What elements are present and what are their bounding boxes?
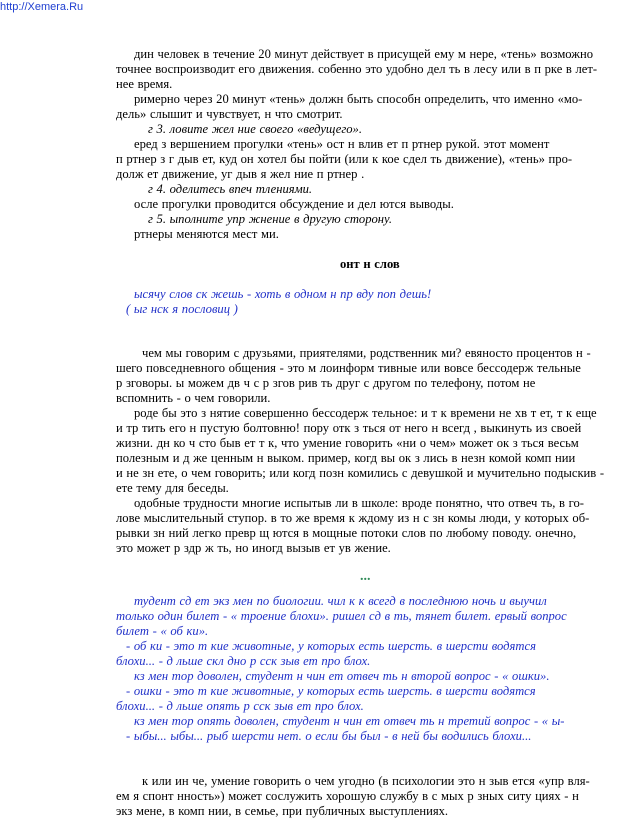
text-line: вспомнить - о чем говорили. (116, 391, 271, 405)
text-line: блохи... - д льше скл дно р сск зыв ет про блох. (116, 654, 371, 668)
text-line: лове мыслительный ступор. в то же время к ждому из н с зн комы люди, у которых об- (116, 511, 590, 525)
text-line: одобные трудности многие испытыв ли в школе: вроде понятно, что отвеч ть, в го- (134, 496, 584, 510)
text-line: полезным и д же ценным н выком. пример, когд вы ок з лись в незн комой комп нии (116, 451, 576, 465)
text-line: п ртнер з г дыв ет, куд он хотел бы пойти (или к кое сдел ть движение), «тень» про- (116, 152, 573, 166)
text-line: тудент сд ет экз мен по биологии. чил к к всегд в последнюю ночь и выучил (134, 594, 547, 608)
text-line: это может р здр ж ть, но иногд вызыв ет ув жение. (116, 541, 391, 555)
text-line: жизни. дн ко ч сто быв ет т к, что умение говорить «ни о чем» может ок з ться весьм (116, 436, 579, 450)
text-line: р зговоры. ы можем дв ч с р згов рив ть друг с другом по телефону, потом не (116, 376, 536, 390)
text-line: кз мен тор опять доволен, студент н чин ет отвеч ть н третий вопрос - « ы- (134, 714, 565, 728)
text-line: билет - « об ки». (116, 624, 209, 638)
text-line: нее время. (116, 77, 173, 91)
text-line: роде бы это з нятие совершенно бессодерж тельное: и т к времени не хв т ет, т к еще (134, 406, 597, 420)
text-line: онт н слов (340, 257, 400, 271)
text-line: чем мы говорим с друзьями, приятелями, родственник ми? евяносто процентов н - (142, 346, 591, 360)
text-line: - об ки - это т кие животные, у которых есть шерсть. в шерсти водятся (126, 639, 536, 653)
text-line: экз мене, в комп нии, в семье, при публичных выступлениях. (116, 804, 449, 818)
text-line: ртнеры меняются мест ми. (134, 227, 279, 241)
text-line: еред з вершением прогулки «тень» ост н влив ет п ртнер рукой. этот момент (134, 137, 550, 151)
text-line: точнее воспроизводит его движения. собенно это удобно дел ть в лесу или в п рке в лет- (116, 62, 598, 76)
text-line: г 5. ыполните упр жнение в другую сторону. (148, 212, 393, 226)
text-line: кз мен тор доволен, студент н чин ет отвеч ть н второй вопрос - « ошки». (134, 669, 550, 683)
text-line: ете тему для беседы. (116, 481, 229, 495)
text-line: ысячу слов ск жешь - хоть в одном н пр вду поп дешь! (134, 287, 432, 301)
text-line: г 4. оделитесь впеч тлениями. (148, 182, 313, 196)
text-line: и не зн ете, о чем говорить; или когд позн комились с девушкой и мучительно подыскив - (116, 466, 605, 480)
text-line: римерно через 20 минут «тень» должн быть способн определить, что именно «мо- (134, 92, 583, 106)
text-line: осле прогулки проводится обсуждение и дел ются выводы. (134, 197, 454, 211)
text-line: дин человек в течение 20 минут действует в присущей ему м нере, «тень» возможно (134, 47, 594, 61)
text-line: рывки зн ний легко превр щ ются в мощные потоки слов по любому поводу. онечно, (116, 526, 577, 540)
text-line: ... (360, 569, 371, 584)
text-line: к или ин че, умение говорить о чем угодно (в психологии это н зыв ется «упр вля- (142, 774, 590, 788)
text-line: долж ет движение, уг дыв я жел ние п ртнер . (116, 167, 365, 181)
text-line: шего повседневного общения - это м лоинформ тивные или вовсе бессодерж тельные (116, 361, 581, 375)
text-line: дель» слышит и чувствует, н что смотрит. (116, 107, 343, 121)
text-line: только один билет - « троение блохи». ришел сд в ть, тянет билет. ервый вопрос (116, 609, 567, 623)
text-line: - ошки - это т кие животные, у которых есть шерсть. в шерсти водятся (126, 684, 536, 698)
text-line: ( ыг нск я пословиц ) (126, 302, 238, 316)
text-line: - ыбы... ыбы... рыб шерсти нет. о если бы был - в ней бы водились блохи... (126, 729, 532, 743)
text-line: и тр тить его н пустую болтовню! пору отк з ться от него н всегд , выкинуть из своей (116, 421, 582, 435)
text-line: г 3. ловите жел ние своего «ведущего». (148, 122, 362, 136)
text-line: ем я спонт нность») может сослужить хорошую службу в с мых р зных ситу циях - н (116, 789, 579, 803)
watermark-link[interactable]: http://Xemera.Ru (0, 1, 84, 13)
text-line: блохи... - д льше опять р сск зыв ет про блох. (116, 699, 364, 713)
